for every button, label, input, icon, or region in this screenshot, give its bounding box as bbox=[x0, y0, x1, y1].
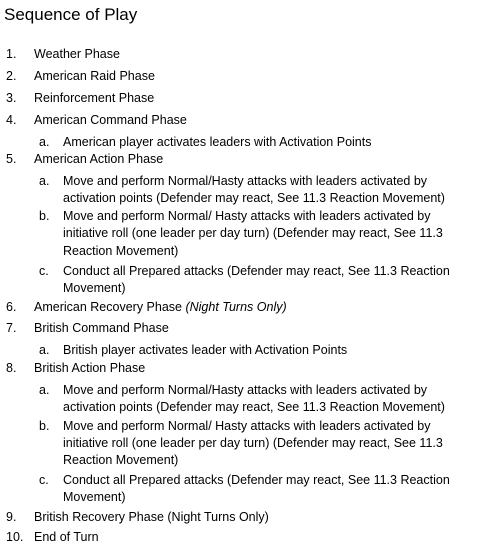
item-text: British Action Phase bbox=[34, 361, 146, 375]
sub-item-letter: c. bbox=[39, 473, 49, 487]
sub-item-text: Conduct all Prepared attacks (Defender may react, See 11.3 Reaction bbox=[63, 473, 450, 487]
page-title: Sequence of Play bbox=[4, 5, 138, 24]
item-text: End of Turn bbox=[34, 530, 99, 544]
sub-item-text: Reaction Movement) bbox=[63, 244, 179, 258]
item-number: 9. bbox=[6, 510, 17, 524]
item-number: 6. bbox=[6, 300, 17, 314]
item-text: Weather Phase bbox=[34, 47, 120, 61]
sub-item-text: Movement) bbox=[63, 281, 126, 295]
sub-item-letter: b. bbox=[39, 209, 50, 223]
sub-item-text: Movement) bbox=[63, 490, 126, 504]
sub-item-text: initiative roll (one leader per day turn) (Defender may react, See 11.3 bbox=[63, 226, 443, 240]
sub-item-letter: a. bbox=[39, 343, 50, 357]
sub-item-text: activation points (Defender may react, See 11.3 Reaction Movement) bbox=[63, 191, 445, 205]
item-number: 2. bbox=[6, 69, 17, 83]
item-number: 7. bbox=[6, 321, 17, 335]
sub-item-text: Reaction Movement) bbox=[63, 453, 179, 467]
item-text: Reinforcement Phase bbox=[34, 91, 155, 105]
sub-item-text: initiative roll (one leader per day turn) (Defender may react, See 11.3 bbox=[63, 436, 443, 450]
item-number: 4. bbox=[6, 113, 17, 127]
item-text: British Command Phase bbox=[34, 321, 169, 335]
sub-item-text: Move and perform Normal/Hasty attacks with leaders activated by bbox=[63, 383, 428, 397]
sub-item-text: British player activates leader with Activation Points bbox=[63, 343, 348, 357]
item-number: 5. bbox=[6, 152, 17, 166]
sub-item-letter: b. bbox=[39, 419, 50, 433]
sub-item-letter: a. bbox=[39, 174, 50, 188]
sub-item-text: activation points (Defender may react, See 11.3 Reaction Movement) bbox=[63, 400, 445, 414]
item-text: American Raid Phase bbox=[34, 69, 155, 83]
sub-item-letter: a. bbox=[39, 383, 50, 397]
sub-item-text: Move and perform Normal/Hasty attacks with leaders activated by bbox=[63, 174, 428, 188]
sub-item-text: Conduct all Prepared attacks (Defender may react, See 11.3 Reaction bbox=[63, 264, 450, 278]
sub-item-text: American player activates leaders with Activation Points bbox=[63, 135, 372, 149]
sub-item-letter: c. bbox=[39, 264, 49, 278]
item-text-italic: (Night Turns Only) bbox=[185, 300, 287, 314]
sub-item-letter: a. bbox=[39, 135, 50, 149]
sub-item-text: Move and perform Normal/ Hasty attacks with leaders activated by bbox=[63, 419, 431, 433]
item-text bbox=[34, 300, 287, 315]
item-number: 8. bbox=[6, 361, 17, 375]
item-number: 10. bbox=[6, 530, 24, 544]
item-text-regular: American Recovery Phase bbox=[34, 300, 186, 314]
sub-item-text: Move and perform Normal/ Hasty attacks with leaders activated by bbox=[63, 209, 431, 223]
item-number: 1. bbox=[6, 47, 17, 61]
item-number: 3. bbox=[6, 91, 17, 105]
item-text: British Recovery Phase (Night Turns Only) bbox=[34, 510, 269, 524]
item-text: American Command Phase bbox=[34, 113, 187, 127]
item-text: American Action Phase bbox=[34, 152, 164, 166]
